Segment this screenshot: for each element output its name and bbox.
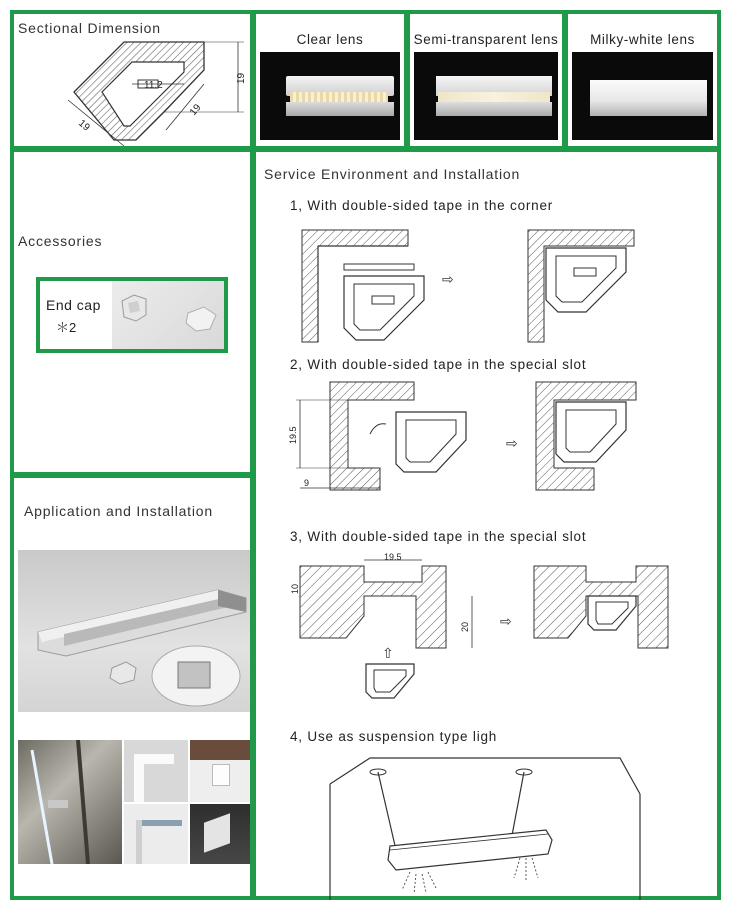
scene-corner-photo-1 (124, 740, 188, 802)
application-panel (10, 474, 254, 900)
step-2-diagram (284, 378, 704, 498)
step-3-diagram (286, 552, 706, 702)
clear-lens-photo (260, 52, 400, 140)
step-2-dim-width: 9 (304, 478, 310, 488)
end-cap-label: End cap (46, 297, 101, 313)
accessories-panel (10, 148, 254, 476)
lens-label-milky: Milky-white lens (590, 32, 695, 47)
service-title: Service Environment and Installation (264, 166, 521, 182)
milky-white-lens-photo (572, 52, 713, 140)
step-3-dim-top: 10 (290, 583, 300, 594)
service-panel (252, 148, 721, 900)
lens-label-clear: Clear lens (296, 32, 364, 47)
step-1-label: 1, With double-sided tape in the corner (290, 198, 554, 213)
profile-cross-section-drawing (54, 30, 250, 148)
application-product-photo (18, 550, 250, 712)
step-3-dim-height: 20 (460, 621, 470, 632)
sectional-dimension-panel (10, 10, 254, 150)
application-scene-photos (18, 740, 250, 864)
scene-corner-photo-4 (190, 804, 250, 864)
step-4-suspension-diagram (320, 754, 660, 900)
step-2-dim-height: 19.5 (288, 426, 298, 444)
lens-panel-semi (406, 10, 566, 150)
end-cap-qty: ＊2 (56, 320, 77, 335)
lens-panel-milky (564, 10, 721, 150)
end-cap-box (36, 277, 228, 353)
step-4-label: 4, Use as suspension type ligh (290, 729, 498, 744)
scene-corner-photo-2 (190, 740, 250, 802)
step-3-arrow: ⇨ (500, 613, 512, 629)
step-3-label: 3, With double-sided tape in the special slot (290, 529, 587, 544)
end-cap-photo (112, 281, 224, 349)
step-1-arrow: ⇨ (442, 271, 454, 287)
dim-side-right: 19 (236, 72, 247, 84)
step-2-arrow: ⇨ (506, 435, 518, 451)
step-3-dim-width: 19.5 (384, 552, 402, 562)
sectional-dimension-title: Sectional Dimension (18, 20, 161, 36)
dim-side-bottom-left: 19 (76, 117, 92, 134)
step-1-diagram (292, 222, 692, 352)
lens-label-semi: Semi-transparent lens (413, 32, 559, 47)
semi-transparent-lens-photo (414, 52, 558, 140)
scene-cabinet-photo (18, 740, 122, 864)
dim-inner: 11.2 (144, 80, 163, 91)
accessories-title: Accessories (18, 233, 103, 249)
dim-side-bottom-right: 19 (187, 102, 204, 118)
scene-corner-photo-3 (124, 804, 188, 864)
lens-panel-clear (252, 10, 408, 150)
application-title: Application and Installation (24, 503, 213, 519)
step-3-arrow-up: ⇧ (382, 645, 394, 661)
step-2-label: 2, With double-sided tape in the special slot (290, 357, 587, 372)
